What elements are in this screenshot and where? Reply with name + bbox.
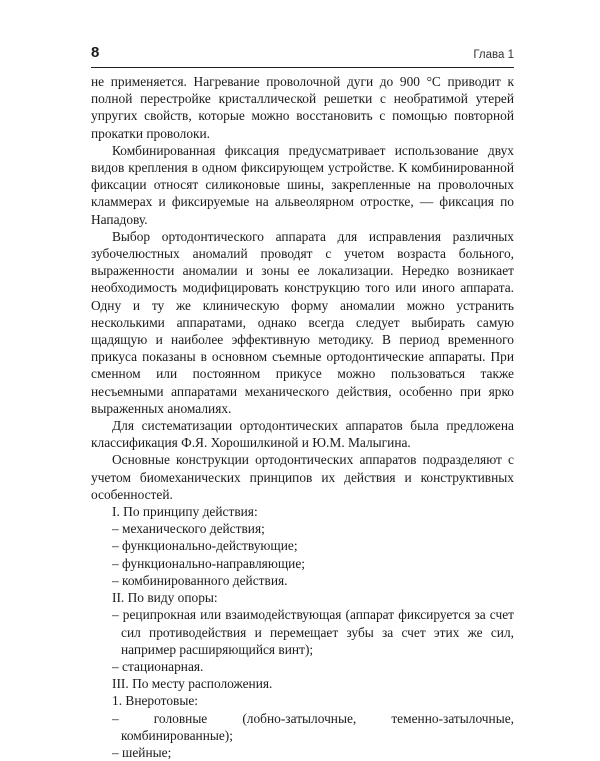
list-item: – шейные;: [112, 744, 172, 760]
paragraph-continuation: не применяется. Нагревание проволочной дуги до 900 °С приводит к полной перестройке кристаллической решетки с необратимой утерей упругих свойств, которые можно восстановить с помощью повторной прокатки проволоки.: [91, 74, 514, 141]
page-number: 8: [91, 44, 100, 61]
page-body: [91, 73, 514, 761]
list-item: – головные (лобно-затылочные, теменно-затылочные, комбинированные);: [112, 710, 514, 743]
list-heading-by-support: II. По виду опоры:: [112, 590, 218, 606]
list-item: – механического действия;: [112, 521, 265, 537]
paragraph-classification-intro: Для систематизации ортодонтических аппаратов была предложена классификация Ф.Я. Хорошилкиной и Ю.М. Малыгина.: [91, 418, 514, 451]
list-item: – стационарная.: [112, 658, 204, 674]
list-heading-by-location: III. По месту расположения.: [112, 676, 273, 692]
paragraph-main-constructions: Основные конструкции ортодонтических аппаратов подразделяют с учетом биомеханических принципов их действия и конструктивных особенностей.: [91, 452, 514, 502]
paragraph-combined-fixation: Комбинированная фиксация предусматривает использование двух видов крепления в одном фиксирующем устройстве. К комбинированной фиксации относят силиконовые шины, закрепленные на проволочных кламмерах и фиксируемые на альвеолярном отростке, — фиксация по Нападову.: [91, 142, 514, 227]
paragraph-appliance-choice: Выбор ортодонтического аппарата для исправления различных зубочелюстных аномалий проводят с учетом возраста больного, выраженности аномалии и зоны ее локализации. Нередко возникает необходимость модифицировать конструкцию того или иного аппарата. Одну и ту же клиническую форму аномалии можно устранить несколькими аппаратами, однако всегда следует выбирать самую щадящую и наиболее эффективную методику. В период временного прикуса показаны в основном съемные ортодонтические аппараты. При сменном или постоянном прикусе можно пользоваться также несъемными аппаратами механического действия, особенно при ярко выраженных аномалиях.: [91, 228, 514, 416]
list-item: – функционально-направляющие;: [112, 555, 305, 571]
list-item: – реципрокная или взаимодействующая (аппарат фиксируется за счет сил противодействия и перемещает зубы за счет этих же сил, например расширяющийся винт);: [112, 607, 514, 657]
list-heading-by-action: I. По принципу действия:: [112, 504, 258, 520]
running-head-chapter: Глава 1: [473, 49, 514, 61]
list-item: – функционально-действующие;: [112, 538, 298, 554]
list-subheading-extraoral: 1. Внеротовые:: [112, 693, 198, 709]
list-item: – комбинированного действия.: [112, 572, 288, 588]
header-rule: [91, 67, 514, 68]
